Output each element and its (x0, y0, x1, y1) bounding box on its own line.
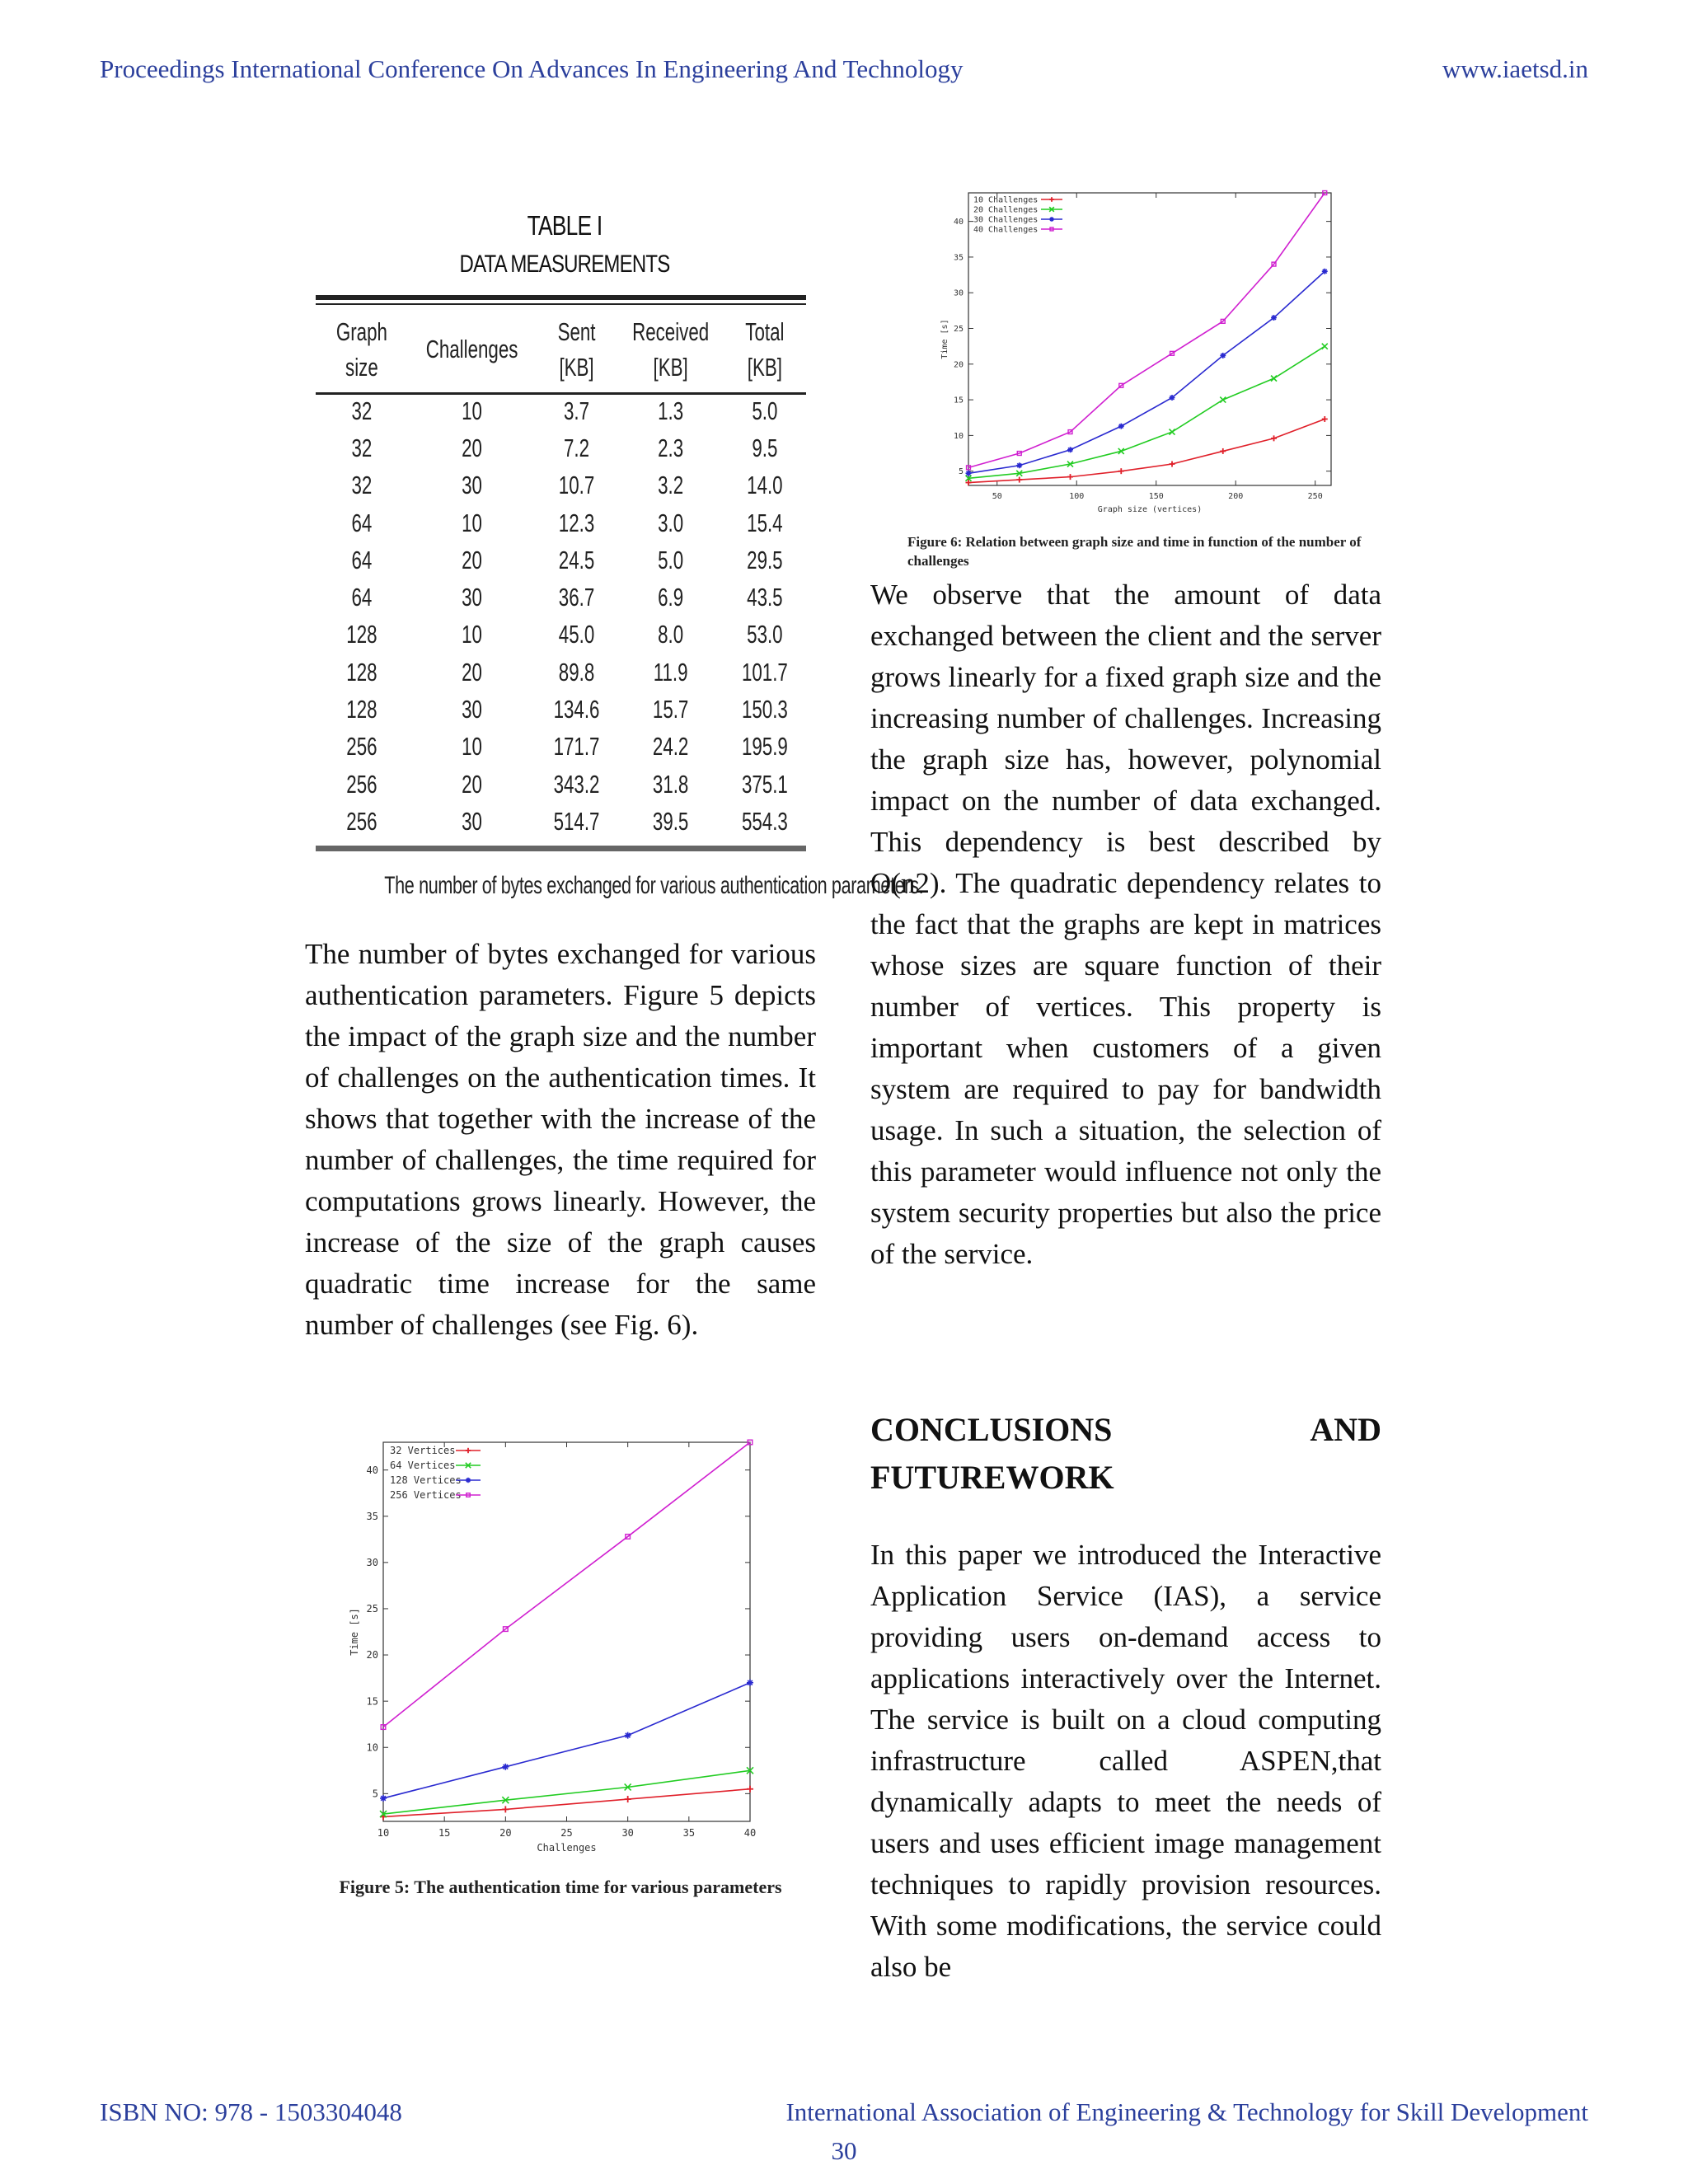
figure-6-chart (931, 188, 1339, 526)
table-row (316, 691, 806, 728)
table-cell: 10 (461, 620, 482, 649)
y-tick-label: 20 (953, 360, 964, 370)
x-axis-label: Graph size (vertices) (1097, 505, 1203, 514)
table-row (316, 654, 806, 691)
legend-label: 10 Challenges (973, 195, 1039, 205)
footer-association: International Association of Engineering & Technology for Skill Development (785, 2097, 1588, 2126)
legend-label: 128 Vertices (390, 1474, 462, 1487)
table-cell: 43.5 (747, 583, 783, 612)
table-cell: 5.0 (658, 545, 684, 574)
data-point (1118, 424, 1124, 429)
table-header-rule (316, 392, 806, 395)
y-tick-label: 15 (953, 396, 964, 405)
left-paragraph: The number of bytes exchanged for various authentication parameters. Figure 5 depicts the impact of the graph size and the number of challenges on the authentication times. It shows that together with the increase of the number of challenges, the time required for computations grows linearly. However, the increase of the size of the graph causes quadratic time increase for the same number of challenges (see Fig. 6). (305, 938, 816, 1341)
table-cell: 128 (346, 620, 377, 649)
table-cell: 256 (346, 769, 377, 799)
data-table (316, 307, 806, 841)
table-cell: 39.5 (652, 806, 689, 836)
y-tick-label: 25 (953, 325, 964, 335)
table-cell: 64 (351, 545, 373, 574)
table-row (316, 467, 806, 504)
table-row (316, 616, 806, 654)
y-tick-label: 10 (366, 1741, 378, 1754)
col-graph-size: Graph size (335, 316, 387, 382)
x-tick-label: 100 (1069, 492, 1085, 501)
x-tick-label: 50 (992, 492, 1002, 501)
section-heading-conclusions (870, 1406, 1381, 1502)
legend-label: 256 Vertices (390, 1489, 462, 1502)
table-cell: 20 (461, 657, 482, 687)
table-cell: 514.7 (553, 806, 600, 836)
table-cell: 256 (346, 732, 377, 762)
table-cell: 11.9 (653, 657, 688, 687)
table-row (316, 766, 806, 803)
table-cell: 30 (461, 471, 482, 500)
legend-label: 32 Vertices (390, 1445, 456, 1457)
table-cell: 30 (461, 583, 482, 612)
x-tick-label: 15 (438, 1827, 451, 1839)
section-heading-word-2: AND (1310, 1411, 1381, 1448)
table-cell: 195.9 (742, 732, 789, 762)
table-row (316, 729, 806, 766)
x-tick-label: 20 (499, 1827, 512, 1839)
table-cell: 32 (351, 471, 373, 500)
x-axis-label: Challenges (537, 1842, 597, 1854)
table-top-rule-thin (316, 303, 806, 305)
y-tick-label: 10 (953, 431, 964, 441)
table-cell: 554.3 (742, 806, 789, 836)
table-cell: 32 (351, 433, 373, 462)
table-cell: 256 (346, 806, 377, 836)
table-header-row (316, 307, 806, 392)
table-cell: 375.1 (742, 769, 789, 799)
table-cell: 3.7 (563, 396, 589, 425)
table-cell: 15.7 (652, 695, 689, 724)
legend-label: 40 Challenges (973, 225, 1039, 235)
table-cell: 7.2 (563, 433, 589, 462)
table-cell: 1.3 (658, 396, 684, 425)
running-header-title: Proceedings International Conference On Advances In Engineering And Technology (100, 54, 964, 83)
table-cell: 8.0 (658, 620, 684, 649)
table-row (316, 541, 806, 579)
y-axis-label: Time [s] (348, 1608, 360, 1656)
table-cell: 2.3 (658, 433, 684, 462)
table-cell: 101.7 (742, 657, 789, 687)
x-tick-label: 25 (560, 1827, 573, 1839)
table-top-rule (316, 295, 806, 300)
col-received (632, 307, 709, 392)
y-tick-label: 35 (953, 253, 964, 263)
table-cell: 20 (461, 769, 482, 799)
table-cell: 10 (461, 508, 482, 537)
table-cell: 5.0 (752, 396, 778, 425)
y-tick-label: 5 (372, 1788, 378, 1800)
table-cell: 64 (351, 508, 373, 537)
y-tick-label: 5 (958, 467, 964, 477)
data-point (466, 1478, 471, 1483)
table-cell: 134.6 (553, 695, 600, 724)
table-cell: 36.7 (558, 583, 595, 612)
y-tick-label: 25 (366, 1603, 378, 1615)
legend-label: 64 Vertices (390, 1460, 456, 1472)
y-tick-label: 35 (366, 1510, 378, 1522)
legend-label: 30 Challenges (973, 215, 1039, 225)
table-cell: 3.0 (658, 508, 684, 537)
table-cell: 10 (461, 396, 482, 425)
table-bottom-rule (316, 846, 806, 851)
table-cell: 53.0 (747, 620, 783, 649)
table-cell: 30 (461, 806, 482, 836)
table-cell: 10 (461, 732, 482, 762)
legend-label: 20 Challenges (973, 205, 1039, 215)
y-tick-label: 40 (953, 218, 964, 227)
col-sent: Sent [KB] (557, 316, 596, 382)
plot-frame (968, 193, 1331, 485)
table-cell: 12.3 (558, 508, 595, 537)
x-tick-label: 10 (377, 1827, 390, 1839)
table-cell: 9.5 (752, 433, 778, 462)
section-heading-word-3: FUTUREWORK (870, 1459, 1114, 1496)
footer-isbn: ISBN NO: 978 - 1503304048 (100, 2097, 402, 2126)
table-row (316, 504, 806, 541)
table-row (316, 429, 806, 466)
table-cell: 343.2 (553, 769, 600, 799)
x-tick-label: 200 (1228, 492, 1244, 501)
table-cell: 128 (346, 657, 377, 687)
x-tick-label: 250 (1307, 492, 1323, 501)
y-tick-label: 15 (366, 1695, 378, 1708)
table-cell: 6.9 (658, 583, 684, 612)
table-cell: 171.7 (553, 732, 600, 762)
y-tick-label: 30 (953, 288, 964, 298)
table-cell: 32 (351, 396, 373, 425)
table-cell: 24.5 (558, 545, 595, 574)
data-point (966, 471, 972, 476)
section-heading-word-1: CONCLUSIONS (870, 1411, 1113, 1448)
table-cell: 31.8 (652, 769, 689, 799)
y-tick-label: 30 (366, 1557, 378, 1569)
table-caption: The number of bytes exchanged for various authentication parameters. (384, 872, 924, 899)
table-row (316, 392, 806, 429)
running-header-url: www.iaetsd.in (1442, 54, 1588, 83)
table-cell: 89.8 (558, 657, 595, 687)
table-cell: 128 (346, 695, 377, 724)
col-received-label: Received [KB] (632, 316, 710, 382)
col-total: Total [KB] (745, 316, 785, 382)
table-cell: 30 (461, 695, 482, 724)
table-cell: 15.4 (747, 508, 783, 537)
figure-6-caption: Figure 6: Relation between graph size and time in function of the number of challenges (907, 534, 1362, 569)
table-cell: 20 (461, 433, 482, 462)
table-body (316, 392, 806, 841)
data-point (1016, 462, 1022, 468)
table-cell: 24.2 (652, 732, 689, 762)
right-paragraph-conclusions: In this paper we introduced the Interactive Application Service (IAS), a service providing users on-demand access to applications interactively over the Internet. The service is built on a cloud computing infrastructure called ASPEN,that dynamically adapts to meet the needs of users and uses efficient image management techniques to rapidly provision resources. With some modifications, the service could also be (870, 1539, 1381, 1983)
page-number: 30 (831, 2136, 857, 2165)
table-cell: 3.2 (658, 471, 684, 500)
right-paragraph-observation: We observe that the amount of data exchanged between the client and the server grows linearly for a fixed graph size and the increasing number of challenges. Increasing the graph size has, however, polynomial impact on the number of data exchanged. This dependency is best described by O(n2). The quadratic dependency relates to the fact that the graphs are kept in matrices whose sizes are square function of their number of vertices. This property is important when customers of a given system are required to pay for bandwidth usage. In such a situation, the selection of this parameter would influence not only the system security properties but also the price of the service. (870, 579, 1381, 1270)
x-tick-label: 150 (1148, 492, 1164, 501)
table-title: TABLE I (527, 210, 603, 241)
x-tick-label: 35 (682, 1827, 696, 1839)
table-subtitle: DATA MEASUREMENTS (459, 251, 670, 278)
table-cell: 20 (461, 545, 482, 574)
col-challenges: Challenges (425, 335, 518, 364)
table-row (316, 803, 806, 840)
figure-5-caption: Figure 5: The authentication time for various parameters (339, 1877, 782, 1897)
table-cell: 29.5 (747, 545, 783, 574)
y-axis-label: Time [s] (940, 319, 950, 359)
table-cell: 45.0 (558, 620, 595, 649)
x-tick-label: 30 (621, 1827, 634, 1839)
table-cell: 150.3 (742, 695, 789, 724)
y-tick-label: 20 (366, 1649, 378, 1661)
table-row (316, 579, 806, 616)
x-tick-label: 40 (743, 1827, 757, 1839)
y-tick-label: 40 (366, 1464, 378, 1476)
table-cell: 64 (351, 583, 373, 612)
table-cell: 14.0 (747, 471, 783, 500)
table-cell: 10.7 (558, 471, 595, 500)
figure-5-chart (305, 1426, 816, 1875)
